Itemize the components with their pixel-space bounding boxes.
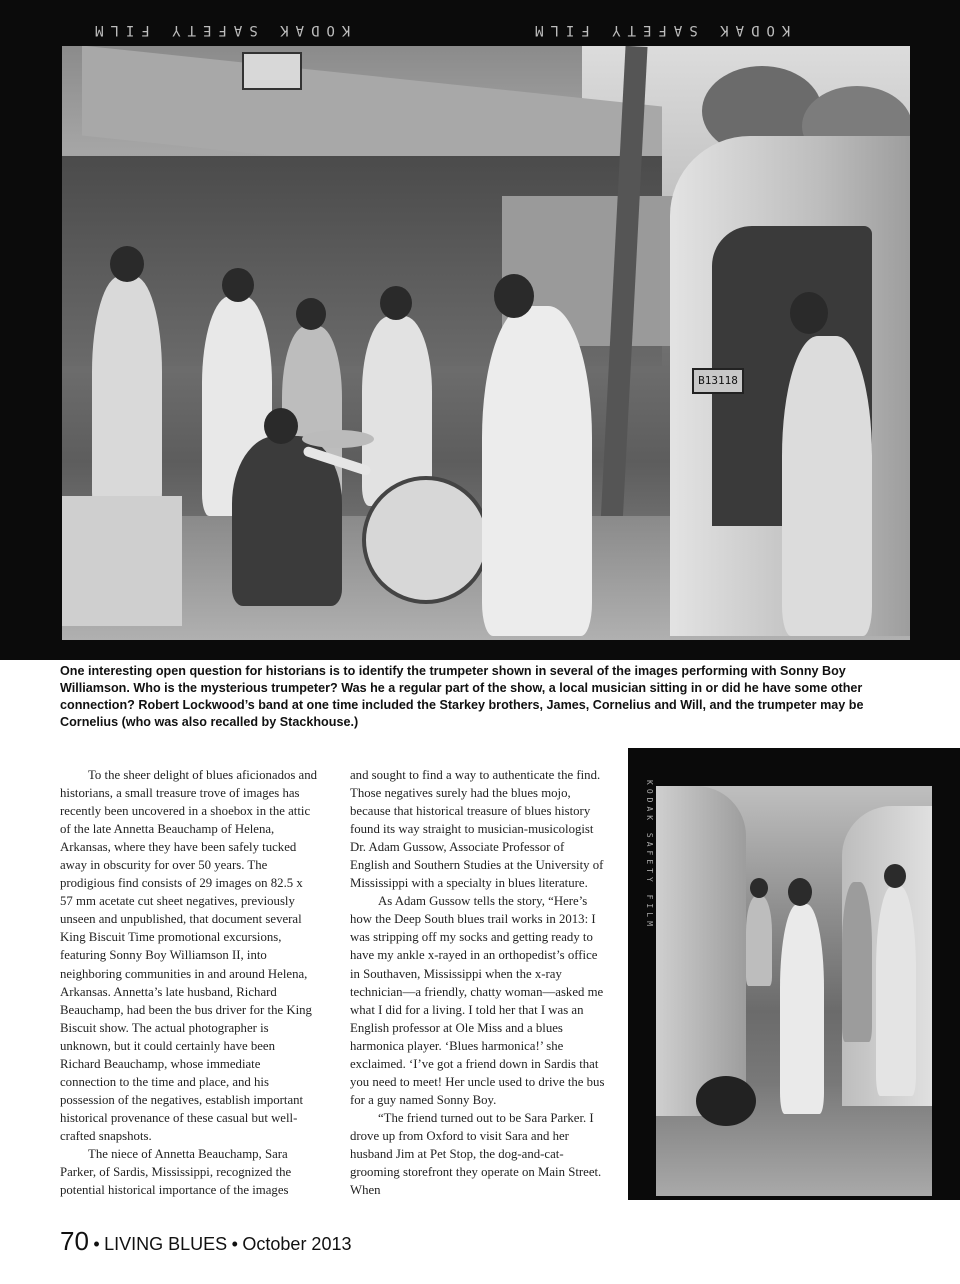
- paragraph: The niece of Annetta Beauchamp, Sara Parker, of Sardis, Mississippi, recognized the potential historical importance of the images: [60, 1146, 292, 1198]
- film-edge-print: KODAK SAFETY FILM: [528, 22, 791, 38]
- film-edge-print: KODAK SAFETY FILM: [645, 780, 654, 930]
- issue-date: October 2013: [242, 1234, 352, 1254]
- paragraph: As Adam Gussow tells the story, “Here’s how the Deep South blues trail works in 2013: I was stripping off my socks and getting ready to have my ankle x-rayed in an orthopedist’s office in Southaven, Mississippi when the x-ray technician—a friendly, chatty woman—asked me what I did for a living. I told her that I was an English professor at Ole Miss and a blues harmonica player. ‘Blues harmonica!’ she exclaimed. ‘I’ve got a friend down in Sardis that you need to meet! Her uncle used to drive the bus for a guy named Sonny Boy.: [350, 894, 605, 1107]
- photo-scene-street-performance: [62, 46, 910, 640]
- photo-caption: One interesting open question for historians is to identify the trumpeter shown in several of the images performing with Sonny Boy Williamson. Who is the mysterious trumpeter? Was he a regular part of the show, a local musician sitting in or did he have some other connection? Robert Lockwood’s band at one time included the Starkey brothers, James, Cornelius and Will, and the trumpeter may be Cornelius (who was also recalled by Stackhouse.): [60, 664, 864, 729]
- page-footer: [60, 1226, 351, 1257]
- building-sign: [242, 52, 302, 90]
- footer-bullet: •: [231, 1234, 238, 1254]
- crates: [62, 496, 182, 626]
- license-plate: B13118: [692, 368, 744, 394]
- magazine-name: LIVING BLUES: [104, 1234, 228, 1254]
- page-number: 70: [60, 1226, 89, 1256]
- footer-bullet: •: [93, 1234, 100, 1254]
- article-column-1: [60, 766, 318, 1199]
- bass-drum: [362, 476, 490, 604]
- article-column-2: [350, 766, 606, 1199]
- paragraph: “The friend turned out to be Sara Parker. I drove up from Oxford to visit Sara and her husband Jim at Pet Stop, the dog-and-cat-grooming storefront they operate on Main Street. When: [350, 1110, 602, 1198]
- film-edge-print: KODAK SAFETY FILM: [88, 22, 351, 38]
- paragraph: To the sheer delight of blues aficionados and historians, a small treasure trove of images has recently been uncovered in a shoebox in the attic of the late Annetta Beauchamp of Helena, Arkansas, where they have been safely tucked away in obscurity for over 50 years. The prodigious find consists of 29 images on 82.5 x 57 mm acetate cut sheet negatives, previously unseen and unpublished, that document several King Biscuit Time promotional excursions, featuring Sonny Boy Williamson II, into neighboring communities in and around Helena, Arkansas. Annetta’s late husband, Richard Beauchamp, had been the bus driver for the King Biscuit show. The actual photographer is unknown, but it could certainly have been Richard Beauchamp, whose immediate connection to the time and place, and his possession of the negatives, establish important historical provenance of these casual but well-crafted snapshots.: [60, 768, 318, 1143]
- photo-scene-dancer-between-buses: [656, 786, 932, 1196]
- paragraph: and sought to find a way to authenticate the find. Those negatives surely had the blues mojo, because that historical treasure of blues history found its way straight to musician-musicologist Dr. Adam Gussow, Associate Professor of English and Southern Studies at the University of Mississippi with a specialty in blues literature.: [350, 768, 604, 891]
- bus-left: [656, 786, 746, 1116]
